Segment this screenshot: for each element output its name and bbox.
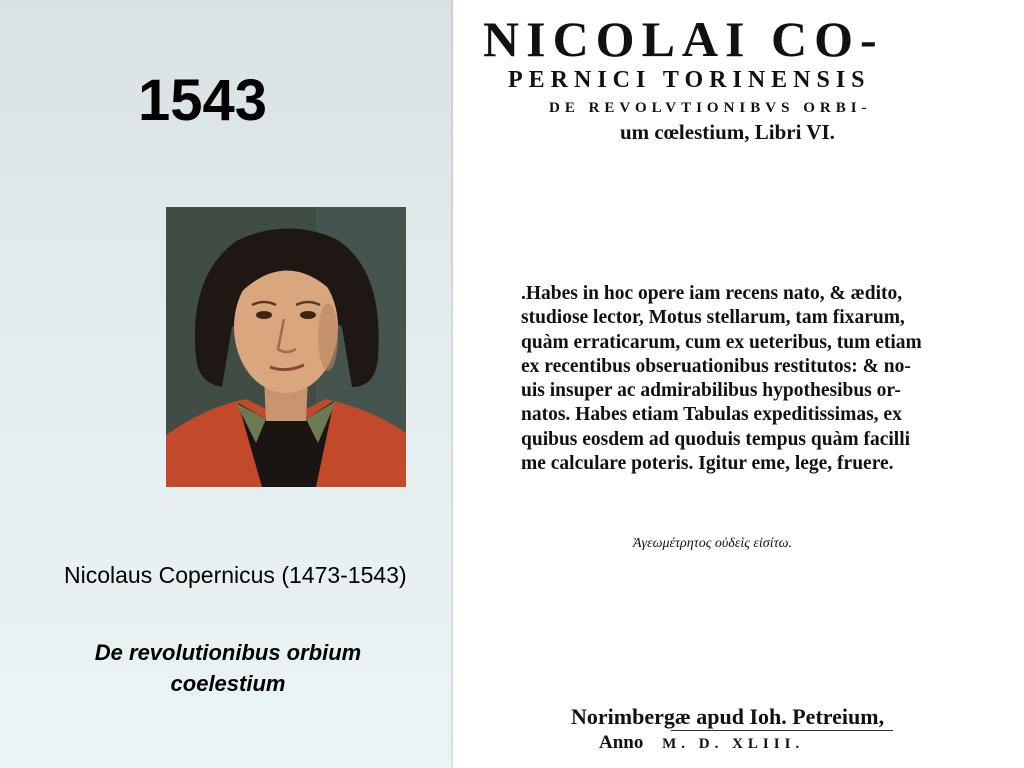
title-page-line-3: DE REVOLVTIONIBVS ORBI- xyxy=(549,100,872,116)
portrait-caption-name: Nicolaus Copernicus (1473-1543) xyxy=(64,562,407,588)
body-line: natos. Habes etiam Tabulas expeditissimas, ex xyxy=(521,404,902,426)
body-line: quibus eosdem ad quoduis tempus quàm facilli xyxy=(521,428,911,450)
imprint-year: M. D. XLIII. xyxy=(662,736,805,752)
body-line: uis insuper ac admirabilibus hypothesibus or- xyxy=(521,380,901,402)
body-line: ex recentibus obseruationibus restitutos: & no- xyxy=(521,355,911,377)
body-line: me calculare poteris. Igitur eme, lege, fruere. xyxy=(521,453,894,475)
body-line: quàm erraticarum, cum ex ueteribus, tum etiam xyxy=(521,331,922,353)
portrait-image xyxy=(166,207,406,487)
title-page-line-2: PERNICI TORINENSIS xyxy=(508,67,871,93)
book-title-line-1: De revolutionibus orbium xyxy=(94,640,362,665)
imprint-line-2 xyxy=(599,733,804,752)
imprint-underline xyxy=(671,730,893,731)
imprint-line-1: Norimbergæ apud Ioh. Petreium, xyxy=(571,704,885,729)
title-page-line-1: NICOLAI CO- xyxy=(483,11,884,67)
body-line: studiose lector, Motus stellarum, tam fixarum, xyxy=(521,307,905,329)
imprint-anno: Anno xyxy=(599,732,644,753)
copernicus-portrait xyxy=(166,207,406,487)
book-title-caption xyxy=(50,637,406,699)
title-page-body xyxy=(521,282,937,476)
book-title-line-2: coelestium xyxy=(170,671,286,696)
slide-title-year: 1543 xyxy=(138,68,268,133)
title-page-line-4: um cœlestium, Libri VI. xyxy=(620,120,835,144)
title-page-image xyxy=(453,0,1024,768)
body-line: .Habes in hoc opere iam recens nato, & ædito, xyxy=(521,283,903,304)
greek-motto: Ἀγεωμέτρητος οὐδεὶς εἰσίτω. xyxy=(633,536,792,551)
